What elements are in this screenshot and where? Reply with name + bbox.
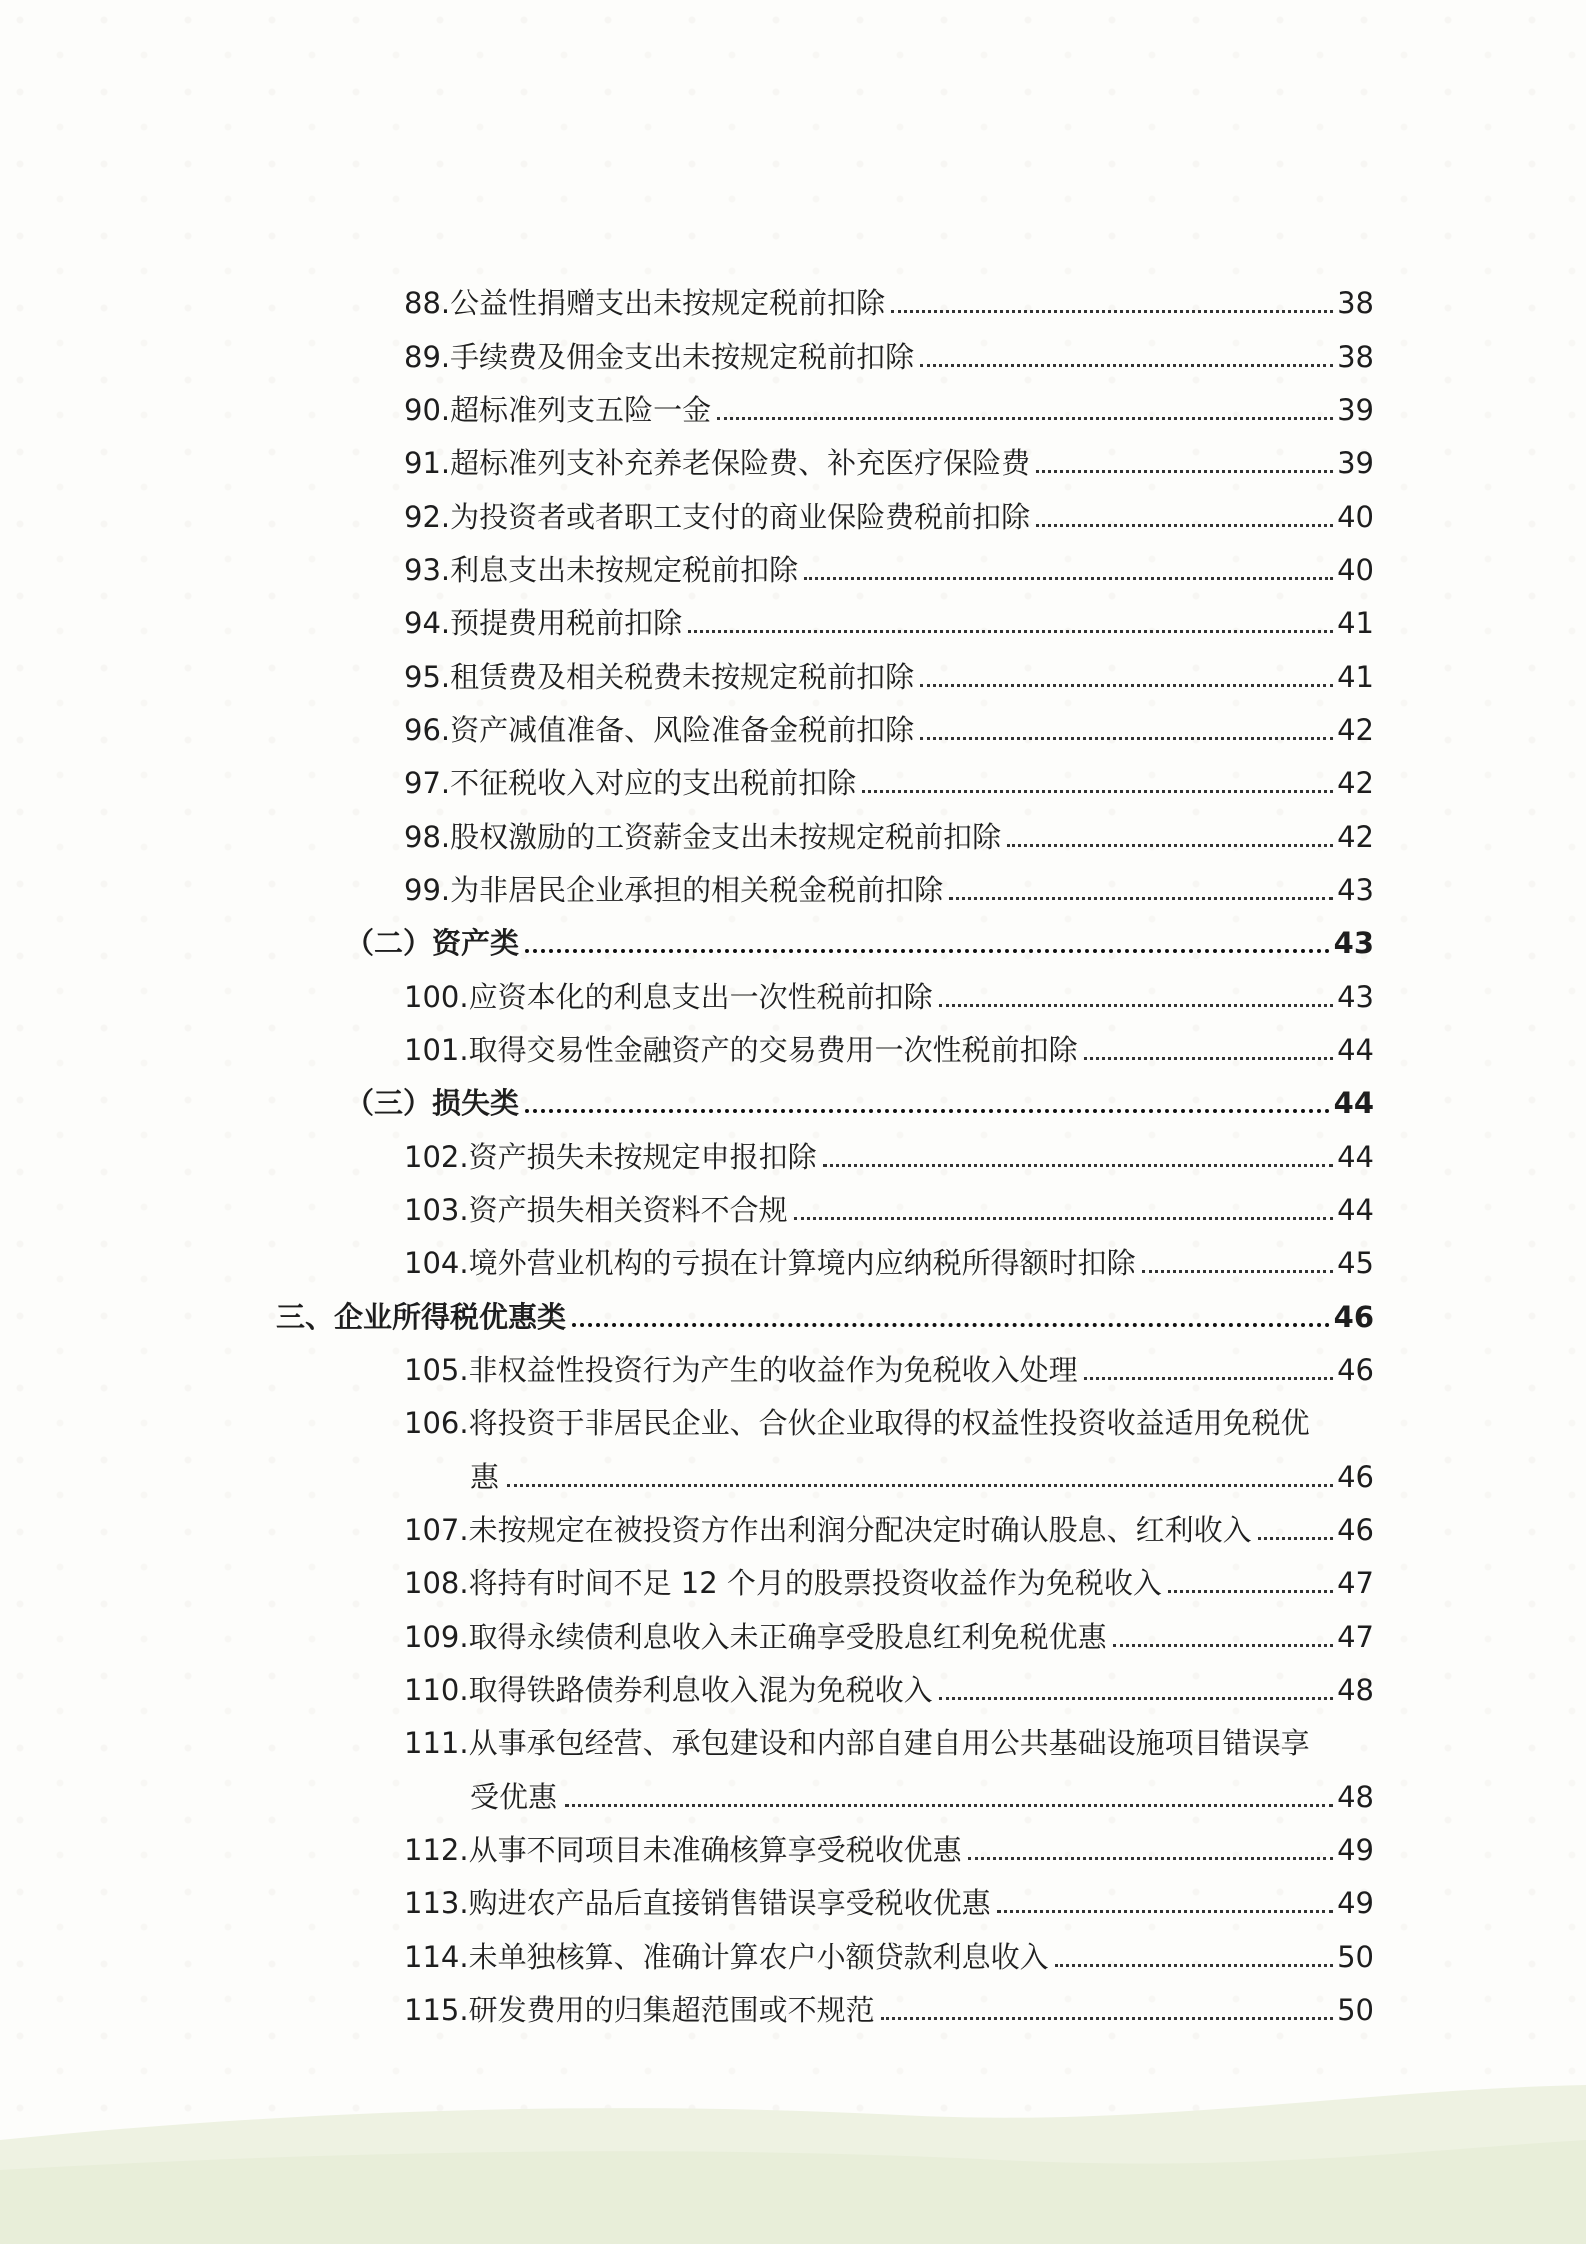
dot-leader — [572, 1323, 1330, 1327]
toc-page-number: 46 — [1337, 1513, 1374, 1547]
toc-entry-label: 98.股权激励的工资薪金支出未按规定税前扣除 — [404, 820, 1002, 854]
toc-entry-label: 112.从事不同项目未准确核算享受税收优惠 — [404, 1833, 962, 1867]
toc-entry-label: 102.资产损失未按规定申报扣除 — [404, 1140, 817, 1174]
dot-leader — [804, 577, 1333, 580]
dot-leader — [507, 1484, 1333, 1487]
toc-chapter-income-tax-incentives[interactable] — [276, 1297, 1374, 1337]
dot-leader — [949, 897, 1333, 900]
toc-entry-104[interactable] — [404, 1243, 1374, 1283]
toc-entry-label: 惠 — [470, 1460, 500, 1494]
toc-entry-112[interactable] — [404, 1830, 1374, 1870]
toc-entry-label: 101.取得交易性金融资产的交易费用一次性税前扣除 — [404, 1033, 1078, 1067]
dot-leader — [939, 1697, 1334, 1700]
dot-leader — [920, 684, 1333, 687]
dot-leader — [968, 1857, 1334, 1860]
toc-page-number: 44 — [1337, 1033, 1374, 1067]
toc-page-number: 50 — [1337, 1940, 1374, 1974]
toc-page-number: 39 — [1337, 446, 1374, 480]
toc-entry-105[interactable] — [404, 1350, 1374, 1390]
toc-entry-108[interactable] — [404, 1563, 1374, 1603]
toc-chapter-label: 三、企业所得税优惠类 — [276, 1300, 567, 1334]
toc-section-label: （三）损失类 — [345, 1086, 520, 1120]
toc-page-number: 41 — [1337, 660, 1374, 694]
toc-entry-91[interactable] — [404, 443, 1374, 483]
toc-page-number: 44 — [1337, 1193, 1374, 1227]
toc-page-number: 40 — [1337, 500, 1374, 534]
dot-leader — [717, 417, 1333, 420]
toc-entry-label: 受优惠 — [470, 1780, 558, 1814]
toc-entry-label: 110.取得铁路债券利息收入混为免税收入 — [404, 1673, 933, 1707]
toc-page-number: 42 — [1337, 766, 1374, 800]
toc-page-number: 46 — [1337, 1353, 1374, 1387]
toc-page-number: 48 — [1337, 1780, 1374, 1814]
dot-leader — [920, 737, 1333, 740]
toc-entry-label: 97.不征税收入对应的支出税前扣除 — [404, 766, 857, 800]
toc-page-number: 47 — [1337, 1566, 1374, 1600]
toc-entry-111-line2[interactable] — [470, 1777, 1374, 1817]
toc-page-number: 44 — [1333, 1086, 1374, 1120]
toc-page-number: 43 — [1337, 873, 1374, 907]
toc-entry-label: 115.研发费用的归集超范围或不规范 — [404, 1993, 875, 2027]
toc-entry-115[interactable] — [404, 1990, 1374, 2030]
dot-leader — [1113, 1644, 1334, 1647]
toc-entry-97[interactable] — [404, 763, 1374, 803]
toc-section-label: （二）资产类 — [345, 926, 520, 960]
toc-page-number: 49 — [1337, 1886, 1374, 1920]
dot-leader — [525, 949, 1330, 953]
dot-leader — [939, 1004, 1334, 1007]
toc-page-number: 47 — [1337, 1620, 1374, 1654]
toc-entry-106-line1[interactable] — [404, 1403, 1374, 1443]
toc-entry-110[interactable] — [404, 1670, 1374, 1710]
toc-entry-95[interactable] — [404, 657, 1374, 697]
toc-entry-101[interactable] — [404, 1030, 1374, 1070]
toc-entry-94[interactable] — [404, 603, 1374, 643]
toc-entry-label: 88.公益性捐赠支出未按规定税前扣除 — [404, 286, 886, 320]
toc-entry-106-line2[interactable] — [470, 1457, 1374, 1497]
dot-leader — [1055, 1964, 1334, 1967]
toc-section-assets[interactable] — [345, 923, 1374, 963]
toc-entry-label: 109.取得永续债利息收入未正确享受股息红利免税优惠 — [404, 1620, 1107, 1654]
toc-entry-label: 91.超标准列支补充养老保险费、补充医疗保险费 — [404, 446, 1031, 480]
toc-page-number: 48 — [1337, 1673, 1374, 1707]
toc-entry-102[interactable] — [404, 1137, 1374, 1177]
toc-page-number: 46 — [1337, 1460, 1374, 1494]
dot-leader — [1258, 1537, 1334, 1540]
dot-leader — [823, 1164, 1334, 1167]
dot-leader — [1036, 524, 1333, 527]
dot-leader — [1084, 1377, 1334, 1380]
toc-entry-label: 105.非权益性投资行为产生的收益作为免税收入处理 — [404, 1353, 1078, 1387]
toc-entry-label: 89.手续费及佣金支出未按规定税前扣除 — [404, 340, 915, 374]
toc-page-number: 38 — [1337, 340, 1374, 374]
toc-entry-113[interactable] — [404, 1883, 1374, 1923]
toc-entry-label: 111.从事承包经营、承包建设和内部自建自用公共基础设施项目错误享 — [404, 1726, 1310, 1760]
dot-leader — [862, 790, 1333, 793]
toc-section-losses[interactable] — [345, 1083, 1374, 1123]
toc-page-number: 49 — [1337, 1833, 1374, 1867]
toc-entry-90[interactable] — [404, 390, 1374, 430]
toc-entry-111-line1[interactable] — [404, 1723, 1374, 1763]
dot-leader — [688, 630, 1333, 633]
toc-entry-label: 95.租赁费及相关税费未按规定税前扣除 — [404, 660, 915, 694]
toc-entry-93[interactable] — [404, 550, 1374, 590]
dot-leader — [525, 1109, 1330, 1113]
toc-page-number: 40 — [1337, 553, 1374, 587]
dot-leader — [997, 1910, 1334, 1913]
dot-leader — [920, 364, 1333, 367]
toc-entry-98[interactable] — [404, 817, 1374, 857]
toc-entry-96[interactable] — [404, 710, 1374, 750]
dot-leader — [1007, 844, 1333, 847]
toc-page-number: 50 — [1337, 1993, 1374, 2027]
dot-leader — [794, 1217, 1334, 1220]
toc-entry-label: 90.超标准列支五险一金 — [404, 393, 712, 427]
toc-page-number: 38 — [1337, 286, 1374, 320]
toc-entry-92[interactable] — [404, 497, 1374, 537]
toc-entry-label: 104.境外营业机构的亏损在计算境内应纳税所得额时扣除 — [404, 1246, 1136, 1280]
toc-page-number: 42 — [1337, 820, 1374, 854]
toc-entry-label: 114.未单独核算、准确计算农户小额贷款利息收入 — [404, 1940, 1049, 1974]
toc-entry-88[interactable] — [404, 283, 1374, 323]
toc-entry-label: 108.将持有时间不足 12 个月的股票投资收益作为免税收入 — [404, 1566, 1162, 1600]
toc-entry-label: 92.为投资者或者职工支付的商业保险费税前扣除 — [404, 500, 1031, 534]
toc-entry-label: 107.未按规定在被投资方作出利润分配决定时确认股息、红利收入 — [404, 1513, 1252, 1547]
toc-entry-label: 99.为非居民企业承担的相关税金税前扣除 — [404, 873, 944, 907]
toc-page-number: 42 — [1337, 713, 1374, 747]
toc-page-number: 43 — [1333, 926, 1374, 960]
dot-leader — [1084, 1057, 1334, 1060]
toc-entry-label: 103.资产损失相关资料不合规 — [404, 1193, 788, 1227]
dot-leader — [565, 1804, 1333, 1807]
toc-entry-100[interactable] — [404, 977, 1374, 1017]
toc-page-number: 41 — [1337, 606, 1374, 640]
toc-entry-label: 106.将投资于非居民企业、合伙企业取得的权益性投资收益适用免税优 — [404, 1406, 1310, 1440]
dot-leader — [891, 310, 1333, 313]
toc-entry-label: 100.应资本化的利息支出一次性税前扣除 — [404, 980, 933, 1014]
toc-entry-89[interactable] — [404, 337, 1374, 377]
dot-leader — [1036, 470, 1333, 473]
toc-entry-109[interactable] — [404, 1617, 1374, 1657]
toc-entry-label: 93.利息支出未按规定税前扣除 — [404, 553, 799, 587]
dot-leader — [1168, 1590, 1333, 1593]
toc-entry-label: 94.预提费用税前扣除 — [404, 606, 683, 640]
toc-entry-107[interactable] — [404, 1510, 1374, 1550]
toc-page-number: 45 — [1337, 1246, 1374, 1280]
dot-leader — [1142, 1270, 1334, 1273]
toc-page-number: 46 — [1333, 1300, 1374, 1334]
toc-entry-99[interactable] — [404, 870, 1374, 910]
toc-page-number: 44 — [1337, 1140, 1374, 1174]
toc-entry-103[interactable] — [404, 1190, 1374, 1230]
toc-entry-label: 113.购进农产品后直接销售错误享受税收优惠 — [404, 1886, 991, 1920]
dot-leader — [881, 2017, 1334, 2020]
toc-page-number: 39 — [1337, 393, 1374, 427]
toc-entry-label: 96.资产减值准备、风险准备金税前扣除 — [404, 713, 915, 747]
toc-page-number: 43 — [1337, 980, 1374, 1014]
toc-entry-114[interactable] — [404, 1937, 1374, 1977]
